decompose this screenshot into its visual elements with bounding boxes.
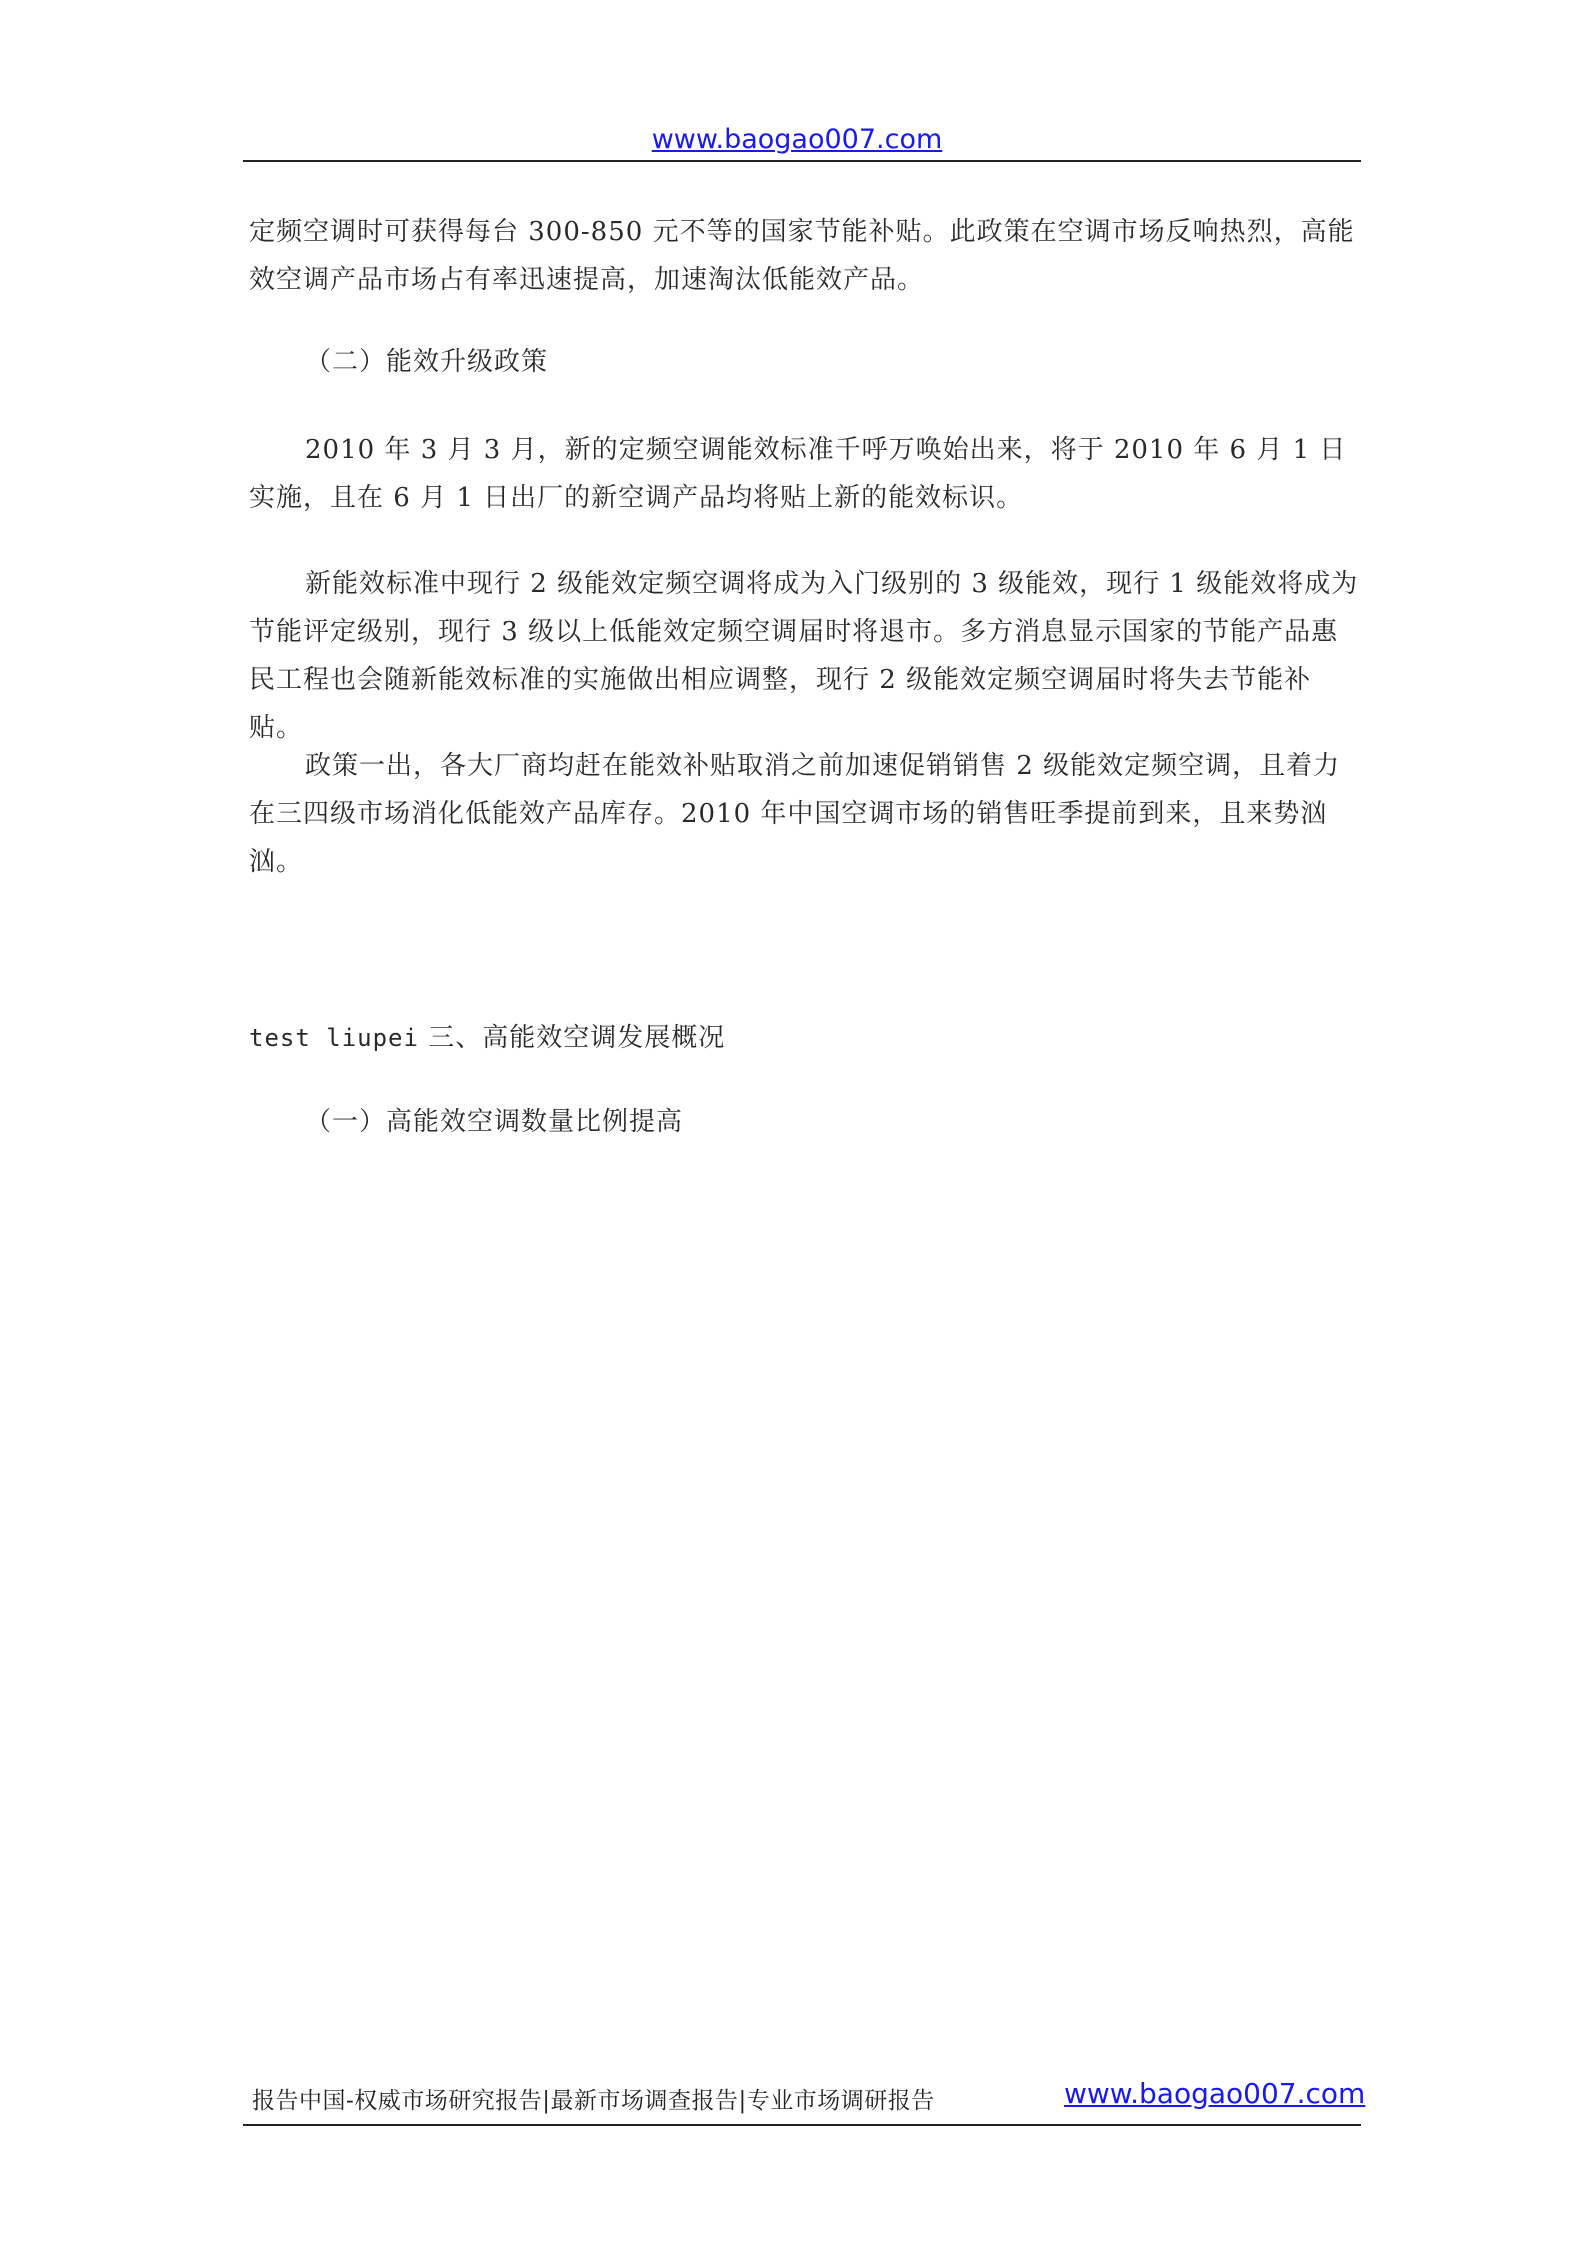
header-site-link[interactable]: www.baogao007.com — [651, 124, 943, 155]
paragraph-new-standard: 2010 年 3 月 3 月，新的定频空调能效标准千呼万唤始出来，将于 2010 年 6 月 1 日实施，且在 6 月 1 日出厂的新空调产品均将贴上新的能效标识。 — [249, 435, 1347, 513]
paragraph-standard-levels: 新能效标准中现行 2 级能效定频空调将成为入门级别的 3 级能效，现行 1 级能效将成为节能评定级别，现行 3 级以上低能效定频空调届时将退市。多方消息显示国家的节能产品惠民工程也会随新能效标准的实施做出相应调整，现行 2 级能效定频空调届时将失去节能补贴。 — [249, 569, 1359, 743]
heading-energy-upgrade-policy: （二）能效升级政策 — [305, 347, 549, 377]
paragraph-market-response: 政策一出，各大厂商均赶在能效补贴取消之前加速促销销售 2 级能效定频空调，且着力在三四级市场消化低能效产品库存。2010 年中国空调市场的销售旺季提前到来，且来势汹汹。 — [249, 751, 1341, 877]
section-title-text: 三、高能效空调发展概况 — [418, 1023, 726, 1053]
section-heading-3 — [249, 1014, 1361, 1062]
subheading-3-1: （一）高能效空调数量比例提高 — [305, 1107, 684, 1137]
paragraph-subsidy: 定频空调时可获得每台 300-850 元不等的国家节能补贴。此政策在空调市场反响热烈，高能效空调产品市场占有率迅速提高，加速淘汰低能效产品。 — [249, 217, 1355, 295]
footer-tagline: 报告中国-权威市场研究报告|最新市场调查报告|专业市场调研报告 — [252, 2088, 935, 2114]
header-divider — [243, 160, 1361, 162]
footer-divider — [243, 2124, 1361, 2126]
footer-site-link[interactable]: www.baogao007.com — [1064, 2077, 1366, 2110]
section-prefix-text: test liupei — [249, 1024, 419, 1052]
